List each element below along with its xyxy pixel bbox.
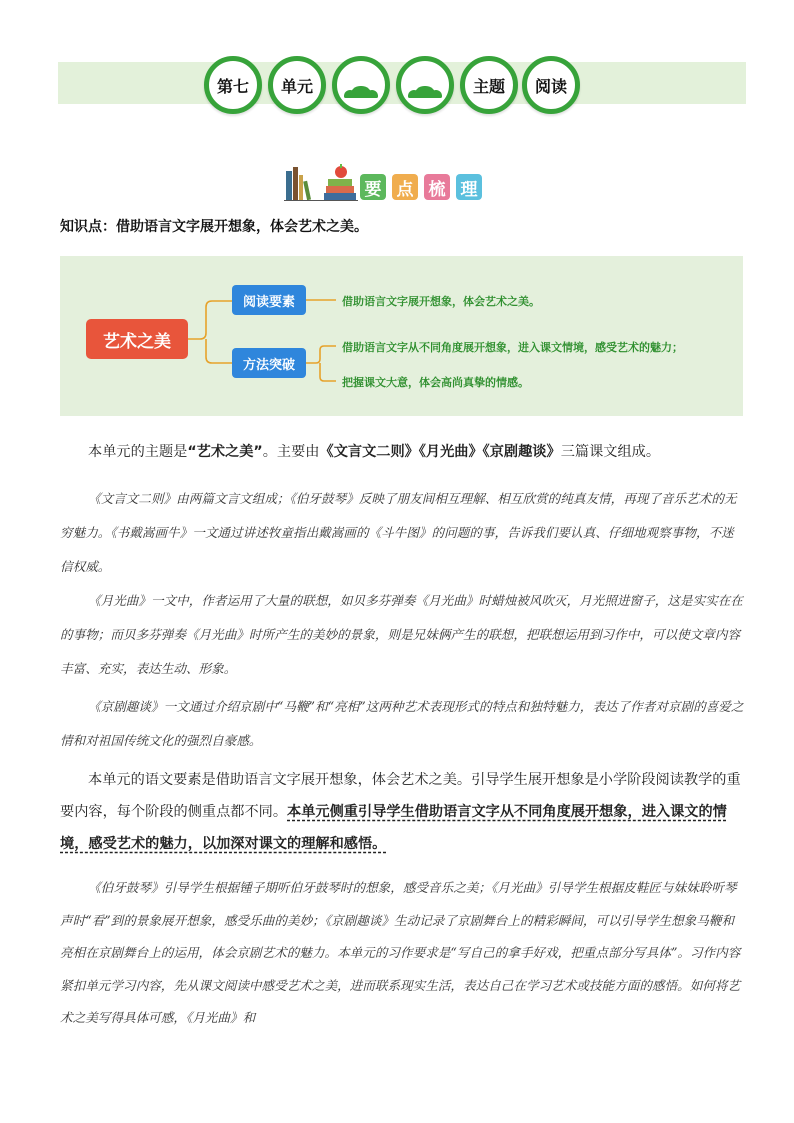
section-heading xyxy=(284,163,504,203)
badge-theme: 主题 xyxy=(460,56,518,114)
mind-map xyxy=(60,256,743,416)
text-span: 。主要由 xyxy=(262,444,320,460)
knowledge-point: 知识点：借助语言文字展开想象，体会艺术之美。 xyxy=(60,219,368,235)
books-icon xyxy=(284,163,358,201)
mind-map-root: 艺术之美 xyxy=(86,319,188,359)
emphasis-underlined: 本单元侧重引导学生借助语言文字从不同角度展开想象，进入课文的情境，感受艺术的魅力，以加深对课文的理解和感悟。 xyxy=(60,804,727,852)
paragraph-lesson-guidance: 《伯牙鼓琴》引导学生根据锺子期听伯牙鼓琴时的想象，感受音乐之美；《月光曲》引导学生根据皮鞋匠与妹妹聆听琴声时“看”到的景象展开想象，感受乐曲的美妙；《京剧趣谈》生动记录了京剧舞台上的精彩瞬间，可以引导学生想象马鞭和亮相在京剧舞台上的运用，体会京剧艺术的魅力。本单元的习作要求是“写自己的拿手好戏，把重点部分写具体”。习作内容紧扣单元学习内容，先从课文阅读中感受艺术之美，进而联系现实生活，表达自己在学习艺术或技能方面的感悟。如何将艺术之美写得具体可感，《月光曲》和 xyxy=(60,880,741,1025)
paragraph-moonlight: 《月光曲》一文中，作者运用了大量的联想，如贝多芬弹奏《月光曲》时蜡烛被风吹灭，月光照进窗子，这是实实在在的事物；而贝多芬弹奏《月光曲》时所产生的美妙的景象，则是兄妹俩产生的联想，把联想运用到习作中，可以使文章内容丰富、充实，表达生动、形象。 xyxy=(60,593,743,676)
title-char-2: 点 xyxy=(392,174,418,200)
leaf-icon xyxy=(414,86,436,98)
lesson-titles: 《文言文二则》《月光曲》《京剧趣谈》 xyxy=(319,444,561,460)
text-span: 三篇课文组成。 xyxy=(560,444,661,460)
unit-badges xyxy=(0,0,794,120)
mind-map-branch-reading: 阅读要素 xyxy=(232,285,306,315)
mind-map-branch-method: 方法突破 xyxy=(232,348,306,378)
paragraph-classical-texts: 《文言文二则》由两篇文言文组成；《伯牙鼓琴》反映了朋友间相互理解、相互欣赏的纯真友情，再现了音乐艺术的无穷魅力。《书戴嵩画牛》一文通过讲述牧童指出戴嵩画的《斗牛图》的问题的事，告诉我们要认真、仔细地观察事物，不迷信权威。 xyxy=(60,491,737,574)
paragraph-intro xyxy=(60,436,744,469)
mind-map-leaf: 把握课文大意，体会高尚真挚的情感。 xyxy=(342,376,529,389)
badge-unit: 单元 xyxy=(268,56,326,114)
paragraph-peking-opera: 《京剧趣谈》一文通过介绍京剧中“马鞭”和“亮相”这两种艺术表现形式的特点和独特魅力，表达了作者对京剧的喜爱之情和对祖国传统文化的强烈自豪感。 xyxy=(60,699,744,748)
leaf-icon xyxy=(350,86,372,98)
theme-highlight: “艺术之美” xyxy=(187,444,263,460)
title-char-1: 要 xyxy=(360,174,386,200)
text-span: 本单元的语文要素是借助语言文字展开想象，体会艺术之美。引导学生展开想象是小学阶段阅读教学的重要内容，每个阶段的侧重点都不同。 xyxy=(60,772,741,820)
badge-unit-number: 第七 xyxy=(204,56,262,114)
badge-leaf-2 xyxy=(396,56,454,114)
text-span: 本单元的主题是 xyxy=(88,444,188,460)
mind-map-leaf: 借助语言文字从不同角度展开想象，进入课文情境，感受艺术的魅力； xyxy=(342,341,683,354)
mind-map-leaf: 借助语言文字展开想象，体会艺术之美。 xyxy=(342,295,540,308)
paragraph-language-element xyxy=(60,764,744,860)
title-char-4: 理 xyxy=(456,174,482,200)
badge-reading: 阅读 xyxy=(522,56,580,114)
title-char-3: 梳 xyxy=(424,174,450,200)
badge-leaf-1 xyxy=(332,56,390,114)
